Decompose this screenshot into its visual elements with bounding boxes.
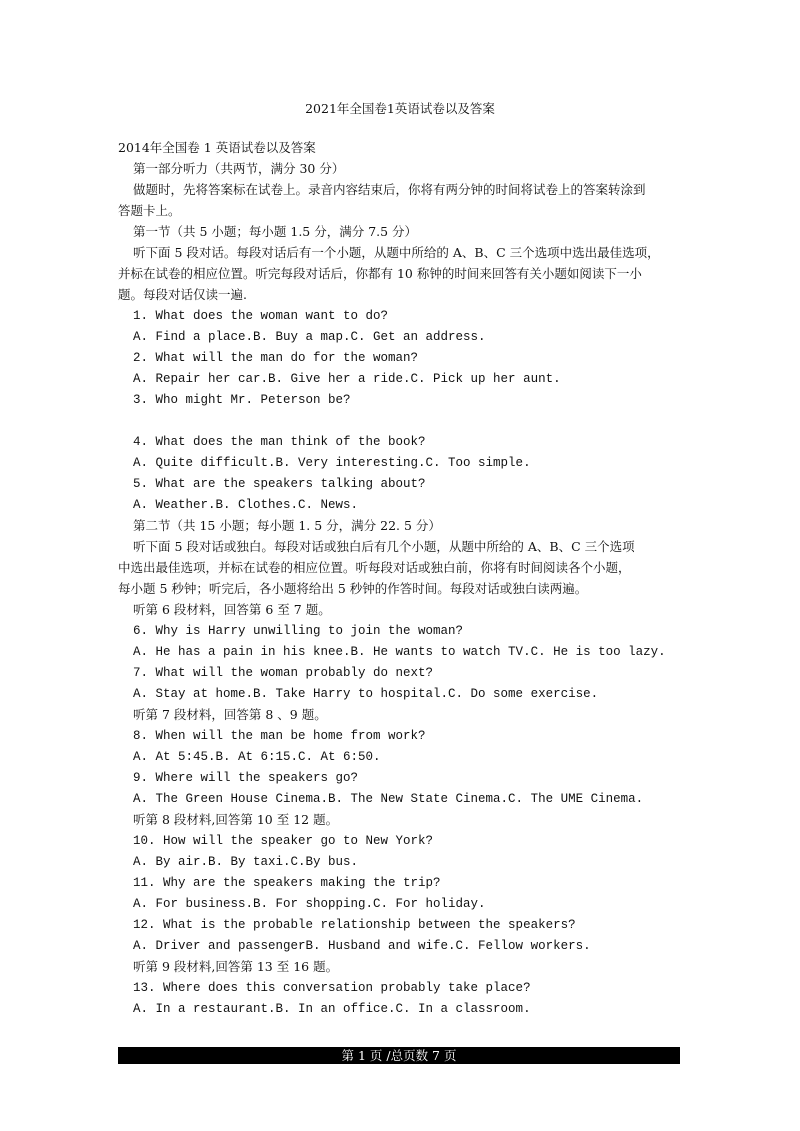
section-heading: 第二节（共 15 小题；每小题 1. 5 分，满分 22. 5 分） [133, 518, 441, 533]
question: 9. Where will the speakers go? [133, 771, 359, 785]
material-heading: 听第 9 段材料,回答第 13 至 16 题。 [133, 959, 339, 974]
material-heading: 听第 7 段材料，回答第 8 、9 题。 [133, 707, 327, 722]
instruction-text: 答题卡上。 [118, 203, 181, 218]
subtitle: 2014年全国卷 1 英语试卷以及答案 [118, 140, 316, 155]
question: 13. Where does this conversation probably take place? [133, 981, 531, 995]
instruction-text: 听下面 5 段对话。每段对话后有一个小题，从题中所给的 A、B、C 三个选项中选出最佳选项， [133, 245, 660, 260]
instruction-text: 中选出最佳选项，并标在试卷的相应位置。听每段对话或独白前，你将有时间阅读各个小题， [118, 560, 631, 575]
question: 5. What are the speakers talking about? [133, 477, 426, 491]
question: 3. Who might Mr. Peterson be? [133, 393, 351, 407]
answer-options: A. Quite difficult.B. Very interesting.C. Too simple. [133, 456, 531, 470]
question: 11. Why are the speakers making the trip? [133, 876, 441, 890]
answer-options: A. In a restaurant.B. In an office.C. In a classroom. [133, 1002, 531, 1016]
answer-options: A. Find a place.B. Buy a map.C. Get an address. [133, 330, 486, 344]
question: 12. What is the probable relationship between the speakers? [133, 918, 576, 932]
question: 10. How will the speaker go to New York? [133, 834, 434, 848]
answer-options: A. Weather.B. Clothes.C. News. [133, 498, 359, 512]
answer-options: A. Stay at home.B. Take Harry to hospital.C. Do some exercise. [133, 687, 599, 701]
answer-options: A. The Green House Cinema.B. The New State Cinema.C. The UME Cinema. [133, 792, 644, 806]
instruction-text: 并标在试卷的相应位置。听完每段对话后，你都有 10 称钟的时间来回答有关小题如阅读下一小 [118, 266, 642, 281]
document-title: 2021年全国卷1英语试卷以及答案 [305, 101, 495, 116]
material-heading: 听第 8 段材料,回答第 10 至 12 题。 [133, 812, 339, 827]
question: 6. Why is Harry unwilling to join the woman? [133, 624, 464, 638]
question: 7. What will the woman probably do next? [133, 666, 434, 680]
material-heading: 听第 6 段材料，回答第 6 至 7 题。 [133, 602, 331, 617]
instruction-text: 听下面 5 段对话或独白。每段对话或独白后有几个小题，从题中所给的 A、B、C 三个选项 [133, 539, 635, 554]
question: 4. What does the man think of the book? [133, 435, 426, 449]
answer-options: A. Driver and passengerB. Husband and wife.C. Fellow workers. [133, 939, 591, 953]
instruction-text: 题。每段对话仅读一遍. [118, 287, 247, 302]
question: 1. What does the woman want to do? [133, 309, 389, 323]
page-footer: 第 1 页 /总页数 7 页 [118, 1047, 680, 1064]
question: 2. What will the man do for the woman? [133, 351, 419, 365]
instruction-text: 做题时，先将答案标在试卷上。录音内容结束后，你将有两分钟的时间将试卷上的答案转涂到 [133, 182, 646, 197]
section-heading: 第一部分听力（共两节，满分 30 分） [133, 161, 345, 176]
answer-options: A. He has a pain in his knee.B. He wants to watch TV.C. He is too lazy. [133, 645, 666, 659]
section-heading: 第一节（共 5 小题；每小题 1.5 分，满分 7.5 分） [133, 224, 418, 239]
answer-options: A. At 5:45.B. At 6:15.C. At 6:50. [133, 750, 381, 764]
answer-options: A. By air.B. By taxi.C.By bus. [133, 855, 359, 869]
question: 8. When will the man be home from work? [133, 729, 426, 743]
answer-options: A. Repair her car.B. Give her a ride.C. Pick up her aunt. [133, 372, 561, 386]
answer-options: A. For business.B. For shopping.C. For holiday. [133, 897, 486, 911]
instruction-text: 每小题 5 秒钟；听完后，各小题将给出 5 秒钟的作答时间。每段对话或独白读两遍。 [118, 581, 588, 596]
